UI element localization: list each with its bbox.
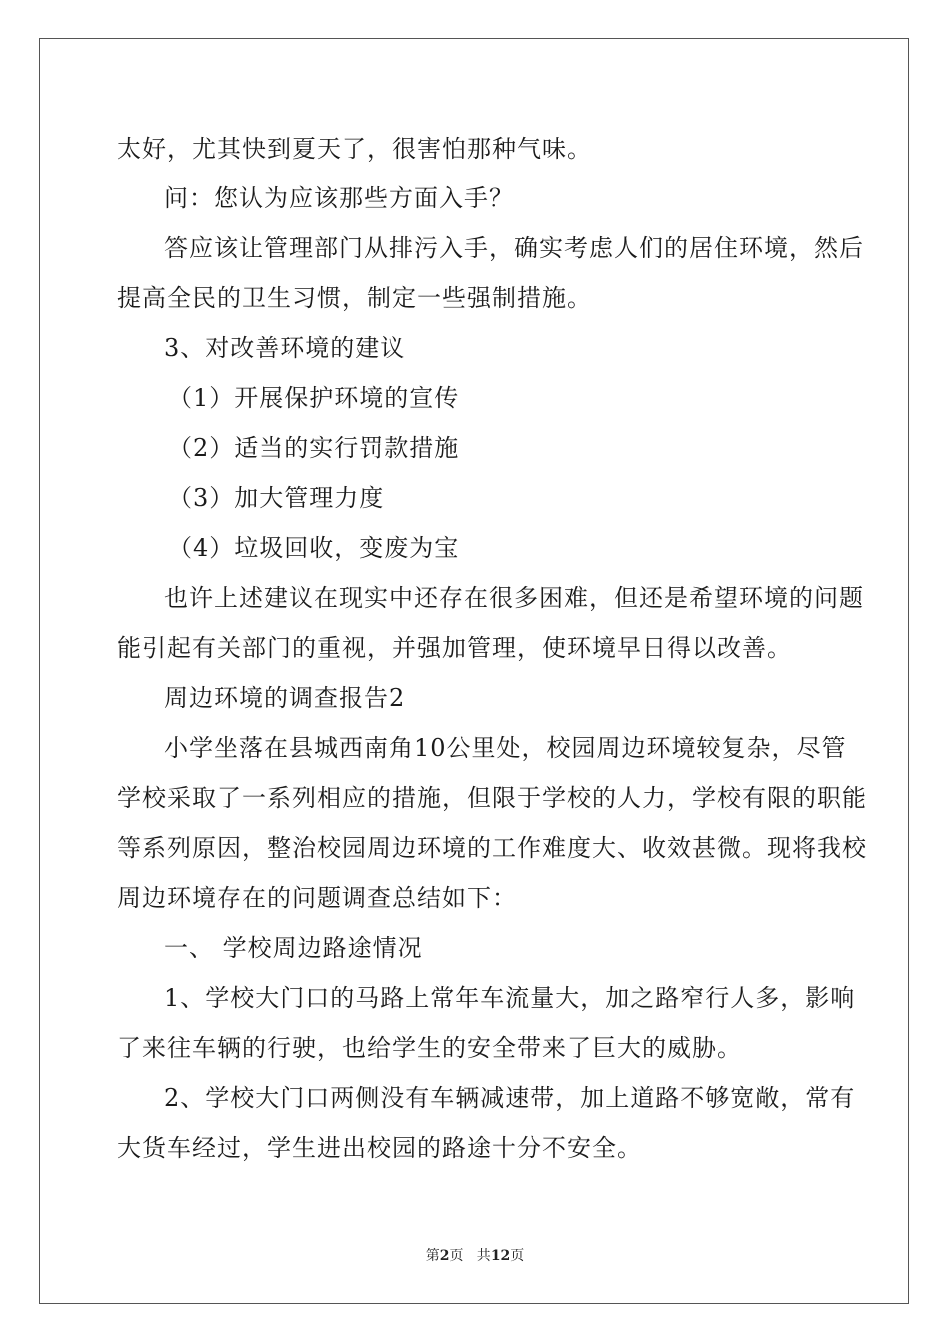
body-line-8: 学校采取了一系列相应的措施，但限于学校的人力，学校有限的职能 (117, 784, 867, 812)
body-line-12: 了来往车辆的行驶，也给学生的安全带来了巨大的威胁。 (117, 1034, 742, 1062)
body-line-14: 大货车经过，学生进出校园的路途十分不安全。 (117, 1134, 642, 1162)
body-line-13: 2、学校大门口两侧没有车辆减速带，加上道路不够宽敞，常有 (164, 1084, 856, 1112)
body-line-2: 问：您认为应该那些方面入手？ (164, 184, 514, 212)
list-item-3: （3）加大管理力度 (168, 484, 385, 512)
list-item-1: （1）开展保护环境的宣传 (168, 384, 460, 412)
total-page-count: 12 (490, 1248, 511, 1264)
page-footer (0, 1247, 950, 1265)
footer-suffix: 页 (510, 1248, 525, 1264)
body-line-3: 答应该让管理部门从排污入手，确实考虑人们的居住环境，然后 (164, 234, 864, 262)
body-line-9: 等系列原因，整治校园周边环境的工作难度大、收效甚微。现将我校 (117, 834, 867, 862)
section-heading-3: 3、对改善环境的建议 (164, 334, 406, 362)
list-item-4: （4）垃圾回收，变废为宝 (168, 534, 460, 562)
body-line-6: 能引起有关部门的重视，并强加管理，使环境早日得以改善。 (117, 634, 792, 662)
body-line-7: 小学坐落在县城西南角10公里处，校园周边环境较复杂，尽管 (164, 734, 847, 762)
body-line-5: 也许上述建议在现实中还存在很多困难，但还是希望环境的问题 (164, 584, 864, 612)
body-line-1: 太好，尤其快到夏天了，很害怕那种气味。 (117, 135, 592, 163)
body-line-4: 提高全民的卫生习惯，制定一些强制措施。 (117, 284, 592, 312)
current-page-number: 2 (439, 1248, 450, 1264)
body-line-10: 周边环境存在的问题调查总结如下： (117, 884, 517, 912)
footer-prefix: 第 (425, 1248, 440, 1264)
body-line-11: 1、学校大门口的马路上常年车流量大，加之路窄行人多，影响 (164, 984, 856, 1012)
page-border (39, 38, 909, 1304)
report-title-2: 周边环境的调查报告2 (164, 684, 406, 712)
list-item-2: （2）适当的实行罚款措施 (168, 434, 460, 462)
section-heading-1: 一、 学校周边路途情况 (164, 934, 423, 962)
footer-mid: 页 共 (449, 1248, 491, 1264)
